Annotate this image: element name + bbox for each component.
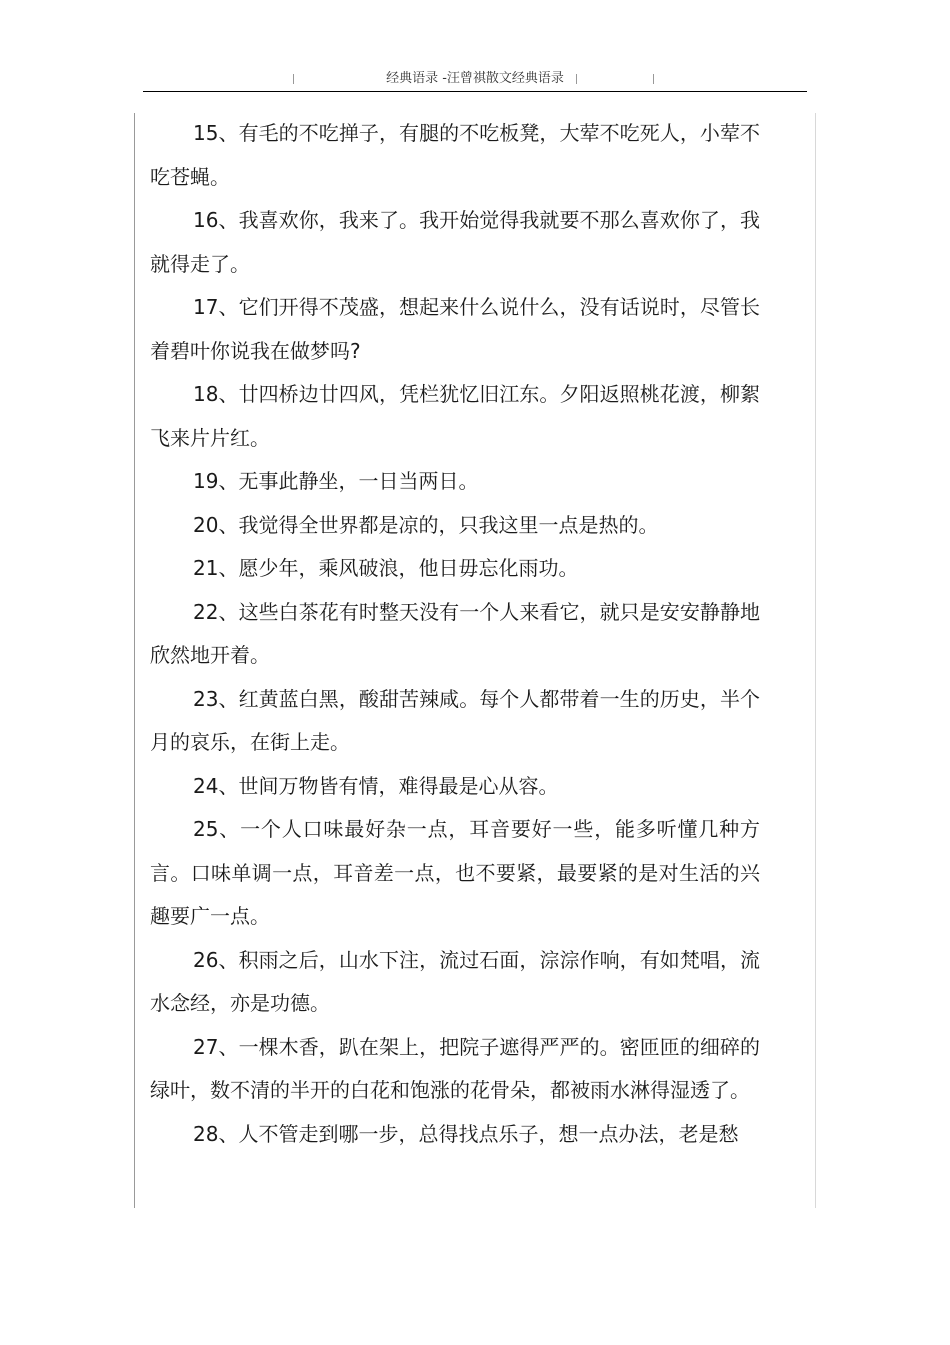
header-tick-mark — [576, 74, 577, 84]
header-tick-mark — [653, 74, 654, 84]
quote-item: 23、红黄蓝白黑，酸甜苦辣咸。每个人都带着一生的历史，半个月的哀乐，在街上走。 — [150, 686, 760, 754]
quote-item: 27、一棵木香，趴在架上，把院子遮得严严的。密匝匝的细碎的绿叶，数不清的半开的白花和饱涨的花骨朵，都被雨水淋得湿透了。 — [150, 1034, 760, 1102]
quote-item: 25、一个人口味最好杂一点，耳音要好一些，能多听懂几种方言。口味单调一点，耳音差一点，也不要紧，最要紧的是对生活的兴趣要广一点。 — [150, 817, 760, 928]
quote-item: 26、积雨之后，山水下注，流过石面，淙淙作响，有如梵唱，流水念经，亦是功德。 — [150, 947, 760, 1015]
quote-item: 20、我觉得全世界都是凉的，只我这里一点是热的。 — [193, 512, 659, 537]
quote-item: 17、它们开得不茂盛，想起来什么说什么，没有话说时，尽管长着碧叶你说我在做梦吗? — [150, 295, 760, 363]
right-margin-rule — [815, 113, 816, 1208]
quote-item: 15、有毛的不吃掸子，有腿的不吃板凳，大荤不吃死人，小荤不吃苍蝇。 — [150, 121, 760, 189]
header-tick-mark — [293, 74, 294, 84]
quote-item: 18、廿四桥边廿四风，凭栏犹忆旧江东。夕阳返照桃花渡，柳絮飞来片片红。 — [150, 382, 760, 450]
header-rule — [143, 91, 807, 92]
quote-item: 21、愿少年，乘风破浪，他日毋忘化雨功。 — [193, 556, 579, 580]
page-header — [143, 68, 807, 90]
quote-item: 22、这些白茶花有时整天没有一个人来看它，就只是安安静静地欣然地开着。 — [150, 599, 760, 667]
header-title: 经典语录 -汪曾祺散文经典语录 — [386, 71, 564, 86]
quote-item: 28、人不管走到哪一步，总得找点乐子，想一点办法，老是愁 — [193, 1121, 739, 1146]
quote-item: 16、我喜欢你，我来了。我开始觉得我就要不那么喜欢你了，我就得走了。 — [150, 208, 760, 276]
quote-item: 19、无事此静坐，一日当两日。 — [193, 469, 479, 493]
quote-item: 24、世间万物皆有情，难得最是心从容。 — [193, 773, 559, 798]
quote-list — [150, 112, 760, 1156]
left-margin-rule — [134, 113, 135, 1208]
